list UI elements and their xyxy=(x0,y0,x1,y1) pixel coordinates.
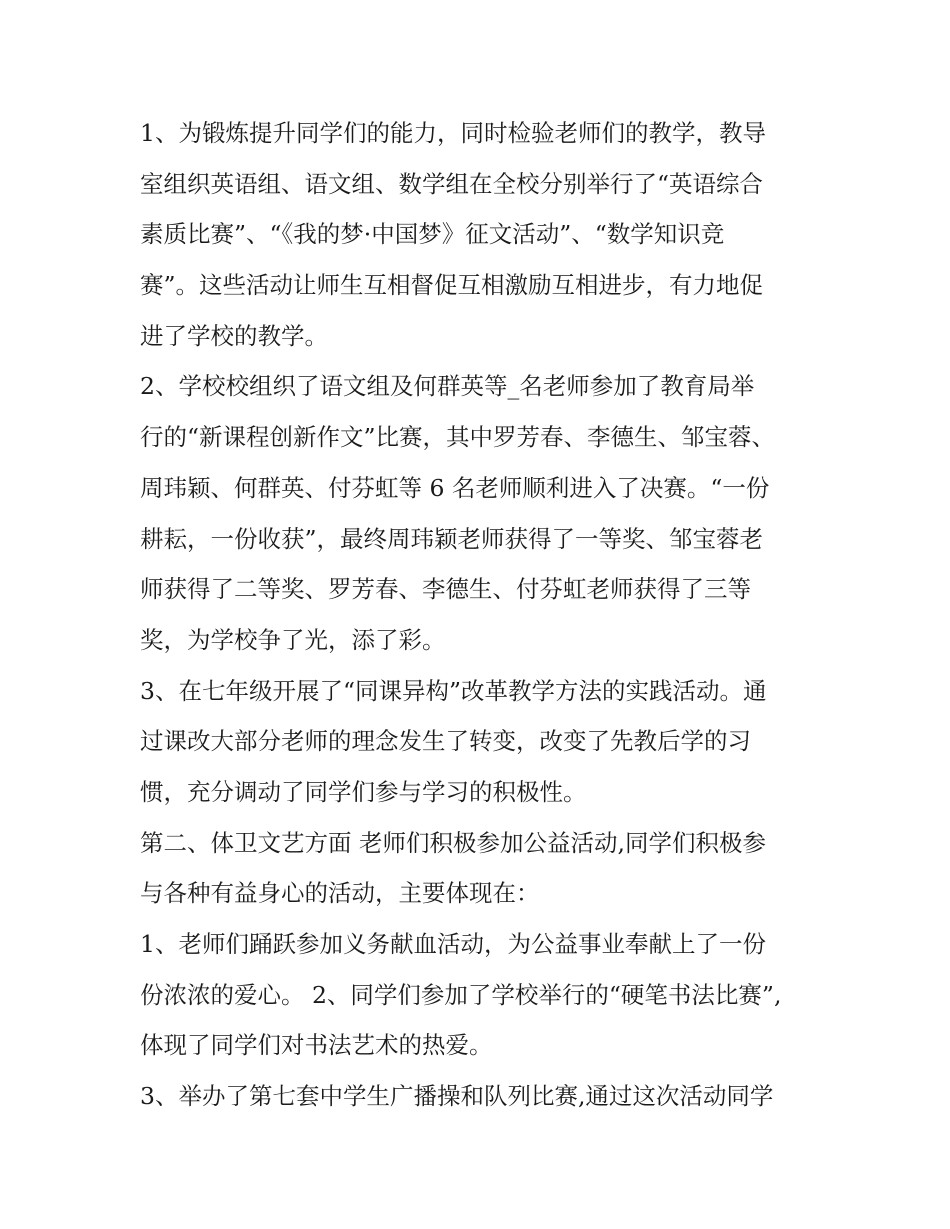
text-line-18: 份浓浓的爱心。 2、同学们参加了学校举行的“硬笔书法比赛”, xyxy=(140,980,782,1009)
text-line-7: 行的“新课程创新作文”比赛，其中罗芳春、李德生、邹宝蓉、 xyxy=(140,423,776,452)
text-line-12: 3、在七年级开展了“同课异构”改革教学方法的实践活动。通 xyxy=(140,676,767,705)
text-line-20: 3、举办了第七套中学生广播操和队列比赛,通过这次活动同学 xyxy=(140,1082,774,1111)
text-line-19: 体现了同学们对书法艺术的热爱。 xyxy=(140,1031,493,1060)
text-line-15: 第二、体卫文艺方面 老师们积极参加公益活动,同学们积极参 xyxy=(140,828,766,857)
text-line-10: 师获得了二等奖、罗芳春、李德生、付芬虹老师获得了三等 xyxy=(140,575,751,604)
text-line-9: 耕耘，一份收获”，最终周玮颖老师获得了一等奖、邹宝蓉老 xyxy=(140,524,764,553)
text-line-1: 1、为锻炼提升同学们的能力，同时检验老师们的教学，教导 xyxy=(140,119,766,147)
text-line-4: 赛”。这些活动让师生互相督促互相激励互相进步，有力地促 xyxy=(140,271,764,300)
text-line-11: 奖，为学校争了光，添了彩。 xyxy=(140,625,446,654)
text-line-13: 过课改大部分老师的理念发生了转变，改变了先教后学的习 xyxy=(140,727,751,756)
document-body xyxy=(140,108,810,1122)
text-line-2: 室组织英语组、语文组、数学组在全校分别举行了“英语综合 xyxy=(140,169,764,198)
text-line-5: 进了学校的教学。 xyxy=(140,321,328,350)
text-line-8: 周玮颖、何群英、付芬虹等 6 名老师顺利进入了决赛。“一份 xyxy=(140,473,770,502)
text-line-17: 1、老师们踊跃参加义务献血活动，为公益事业奉献上了一份 xyxy=(140,930,766,958)
text-line-16: 与各种有益身心的活动，主要体现在： xyxy=(140,879,540,908)
text-line-6: 2、学校校组织了语文组及何群英等_名老师参加了教育局举 xyxy=(140,372,755,401)
text-line-14: 惯，充分调动了同学们参与学习的积极性。 xyxy=(140,777,587,806)
text-line-3: 素质比赛”、“《我的梦·中国梦》征文活动”、“数学知识竞 xyxy=(140,220,725,249)
